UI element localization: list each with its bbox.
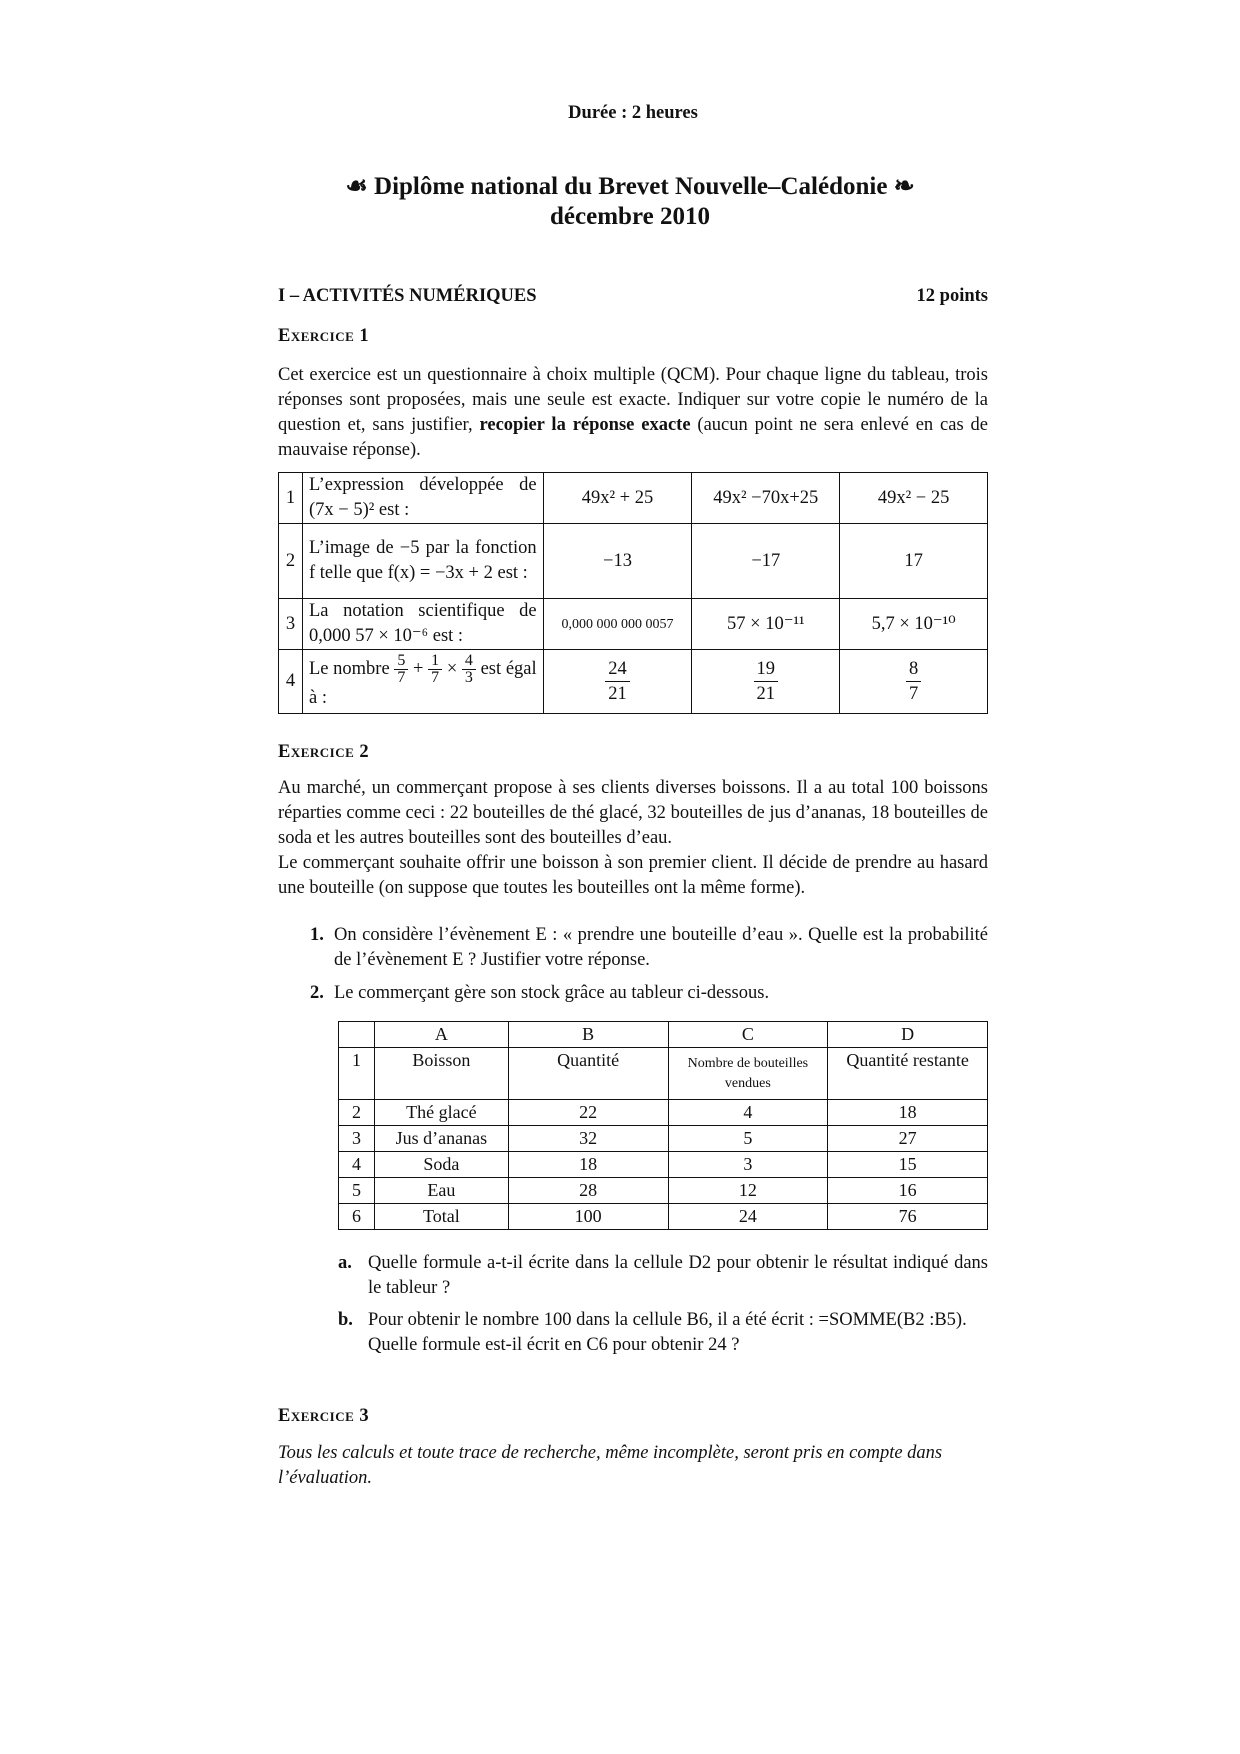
q-num: b. xyxy=(338,1310,353,1330)
column-header-row xyxy=(339,1022,988,1048)
question-text: L’expression développée de (7x − 5)² est : xyxy=(302,473,543,524)
fraction xyxy=(428,653,442,686)
cell: 22 xyxy=(508,1100,668,1126)
cell: Quantité xyxy=(508,1048,668,1100)
answer: 49x² − 25 xyxy=(840,473,988,524)
answer: 0,000 000 000 0057 xyxy=(543,599,692,650)
cell: 76 xyxy=(828,1204,988,1230)
operator: + xyxy=(413,658,424,679)
answer: 57 × 10⁻¹¹ xyxy=(692,599,840,650)
exercise-2-para-2: Le commerçant souhaite offrir une boisson à son premier client. Il décide de prendre au hasard une bouteille (on suppose que toutes les bouteilles ont la même forme). xyxy=(278,853,988,898)
cell: 28 xyxy=(508,1178,668,1204)
cell: Quantité restante xyxy=(828,1048,988,1100)
row-number: 2 xyxy=(339,1100,375,1126)
qcm-row xyxy=(279,650,988,714)
sheet-row xyxy=(339,1152,988,1178)
cell: 3 xyxy=(668,1152,828,1178)
spreadsheet-table xyxy=(338,1021,988,1230)
sheet-row xyxy=(339,1100,988,1126)
question-2a xyxy=(338,1251,988,1301)
intro-text-end: (aucun point ne sera enlevé en cas de mauvaise réponse). xyxy=(278,415,989,460)
answer: 49x² −70x+25 xyxy=(692,473,840,524)
fraction xyxy=(394,653,408,686)
answer: −17 xyxy=(692,524,840,599)
question-text: L’image de −5 par la fonction f telle que f(x) = −3x + 2 est : xyxy=(302,524,543,599)
cell: 16 xyxy=(828,1178,988,1204)
question-number: 4 xyxy=(279,650,303,714)
q-text: On considère l’évènement E : « prendre une bouteille d’eau ». Quelle est la probabilité de l’évènement E ? Justifier votre réponse. xyxy=(334,925,988,970)
document-title xyxy=(230,172,1030,232)
col-header: A xyxy=(374,1022,508,1048)
ornament-right-icon: ❧ xyxy=(893,173,915,200)
cell: 12 xyxy=(668,1178,828,1204)
q-text: Pour obtenir le nombre 100 dans la cellule B6, il a été écrit : =SOMME(B2 :B5). xyxy=(368,1310,967,1330)
q-text: Quelle formule a-t-il écrite dans la cellule D2 pour obtenir le résultat indiqué dans le tableur ? xyxy=(368,1253,988,1298)
section-title: I – ACTIVITÉS NUMÉRIQUES xyxy=(278,286,537,306)
row-number: 3 xyxy=(339,1126,375,1152)
section-heading xyxy=(278,284,988,309)
qcm-table xyxy=(278,472,988,714)
section-points: 12 points xyxy=(916,286,988,306)
cell: Total xyxy=(374,1204,508,1230)
exercise-3-note: Tous les calculs et toute trace de recherche, même incomplète, seront pris en compte dans l’évaluation. xyxy=(278,1443,943,1488)
cell: 5 xyxy=(668,1126,828,1152)
sheet-row xyxy=(339,1048,988,1100)
denominator: 7 xyxy=(431,668,440,686)
cell: 100 xyxy=(508,1204,668,1230)
operator: × xyxy=(446,658,458,679)
q-num: 2. xyxy=(310,983,324,1003)
intro-text: Cet exercice est un questionnaire à choix multiple (QCM). Pour chaque ligne du tableau, trois réponses sont proposées, mais une seule est exacte. Indiquer sur votre copie le numéro de la question et, sans justifier, xyxy=(278,365,988,435)
question-text xyxy=(302,650,543,714)
ornament-left-icon: ☙ xyxy=(345,173,368,200)
cell: Jus d’ananas xyxy=(374,1126,508,1152)
row-number: 4 xyxy=(339,1152,375,1178)
answer: −13 xyxy=(543,524,692,599)
cell: 18 xyxy=(828,1100,988,1126)
question-text: La notation scientifique de 0,000 57 × 10⁻⁶ est : xyxy=(302,599,543,650)
q-text: Le nombre xyxy=(308,658,390,679)
cell: Nombre de bouteilles vendues xyxy=(668,1048,828,1100)
col-header: C xyxy=(668,1022,828,1048)
q-num: a. xyxy=(338,1253,352,1273)
numerator: 4 xyxy=(462,653,476,670)
exercise-1-intro xyxy=(278,363,988,463)
question-number: 2 xyxy=(279,524,303,599)
q-text: est égal à : xyxy=(308,658,537,708)
duration: Durée : 2 heures xyxy=(568,103,698,123)
numerator: 1 xyxy=(428,653,442,670)
row-number: 1 xyxy=(339,1048,375,1100)
title-line-2: décembre 2010 xyxy=(550,203,710,230)
fraction xyxy=(462,653,476,686)
answer: 5,7 × 10⁻¹⁰ xyxy=(840,599,988,650)
sheet-row xyxy=(339,1204,988,1230)
cell: Soda xyxy=(374,1152,508,1178)
numerator: 19 xyxy=(754,657,779,682)
qcm-row xyxy=(279,473,988,524)
cell: 15 xyxy=(828,1152,988,1178)
question-2 xyxy=(310,981,988,1006)
question-number: 1 xyxy=(279,473,303,524)
row-number: 5 xyxy=(339,1178,375,1204)
numerator: 24 xyxy=(605,657,630,682)
answer xyxy=(543,650,692,714)
denominator: 7 xyxy=(397,668,406,686)
sheet-row xyxy=(339,1178,988,1204)
numerator: 8 xyxy=(906,657,921,682)
numerator: 5 xyxy=(394,653,408,670)
answer: 49x² + 25 xyxy=(543,473,692,524)
answer: 17 xyxy=(840,524,988,599)
cell: 32 xyxy=(508,1126,668,1152)
answer xyxy=(692,650,840,714)
qcm-row xyxy=(279,599,988,650)
qcm-row xyxy=(279,524,988,599)
exercise-2-title: Exercice 2 xyxy=(278,742,370,762)
row-number: 6 xyxy=(339,1204,375,1230)
q-text: Quelle formule est-il écrit en C6 pour obtenir 24 ? xyxy=(368,1335,740,1355)
denominator: 3 xyxy=(464,668,473,686)
intro-bold: recopier la réponse exacte xyxy=(479,415,691,435)
question-2b xyxy=(338,1308,1018,1358)
answer xyxy=(840,650,988,714)
cell: 4 xyxy=(668,1100,828,1126)
cell: 27 xyxy=(828,1126,988,1152)
cell: Eau xyxy=(374,1178,508,1204)
exercise-1-title: Exercice 1 xyxy=(278,326,370,346)
cell: 18 xyxy=(508,1152,668,1178)
col-header: D xyxy=(828,1022,988,1048)
col-header: B xyxy=(508,1022,668,1048)
sheet-row xyxy=(339,1126,988,1152)
exercise-3-title: Exercice 3 xyxy=(278,1406,370,1426)
question-1 xyxy=(310,923,988,973)
cell: Boisson xyxy=(374,1048,508,1100)
denominator: 21 xyxy=(608,684,627,704)
exercise-2-para-1: Au marché, un commerçant propose à ses clients diverses boissons. Il a au total 100 boissons réparties comme ceci : 22 bouteilles de thé glacé, 32 bouteilles de jus d’ananas, 18 bouteilles de soda et les autres bouteilles sont des bouteilles d’eau. xyxy=(278,778,988,848)
denominator: 7 xyxy=(908,684,919,704)
question-number: 3 xyxy=(279,599,303,650)
q-text: Le commerçant gère son stock grâce au tableur ci-dessous. xyxy=(334,983,770,1003)
cell: Thé glacé xyxy=(374,1100,508,1126)
denominator: 21 xyxy=(756,684,776,704)
q-num: 1. xyxy=(310,925,324,945)
cell: 24 xyxy=(668,1204,828,1230)
title-line-1: Diplôme national du Brevet Nouvelle–Calédonie xyxy=(374,173,888,200)
